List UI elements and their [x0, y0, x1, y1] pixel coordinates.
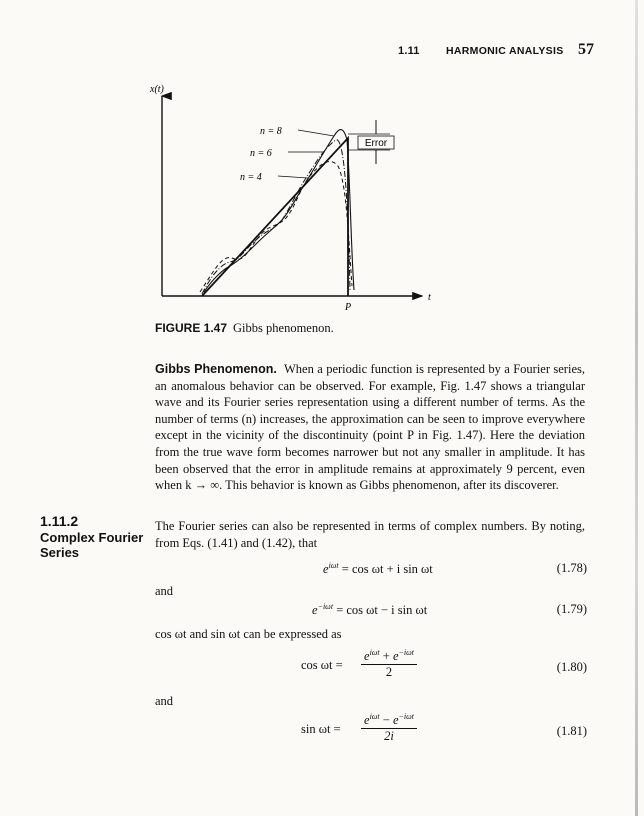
eq178-lhs: e — [323, 562, 329, 577]
eq180-lhs: cos ωt = — [301, 658, 343, 672]
eq178-sup: iωt — [328, 561, 339, 570]
figure-svg — [140, 78, 470, 318]
eq179-lhs: e — [312, 603, 318, 618]
caption-text: Gibbs phenomenon. — [233, 321, 334, 335]
eq181-number: (1.81) — [556, 724, 587, 738]
eq180-number: (1.80) — [556, 660, 587, 674]
eq181-fraction — [361, 712, 417, 744]
eq180-num-a-sup: iωt — [369, 648, 380, 657]
eq180-num-b-sup: −iωt — [398, 648, 415, 657]
eq181-num-b: e — [392, 713, 399, 728]
eq180-numerator — [361, 648, 417, 665]
eq181-num-a: e — [364, 713, 370, 728]
eq179-rhs: = cos ωt − i sin ωt — [336, 603, 428, 618]
equation-1-80 — [155, 648, 587, 688]
page-number: 57 — [578, 41, 594, 58]
eq181-num-b-sup: −iωt — [398, 712, 415, 721]
eq181-num-a-sup: iωt — [369, 712, 380, 721]
eq180-num-b: e — [392, 649, 399, 664]
gibbs-heading: Gibbs Phenomenon. — [155, 362, 277, 376]
and-2: and — [155, 694, 174, 708]
eq180-denominator: 2 — [385, 665, 393, 680]
section-heading — [40, 514, 152, 560]
leader-n8 — [298, 130, 334, 136]
y-axis-label: x(t) — [150, 84, 164, 95]
error-label: Error — [364, 138, 388, 149]
expressed-line: cos ωt and sin ωt can be expressed as — [155, 627, 342, 641]
header-section-number: 1.11 — [398, 45, 420, 57]
gibbs-body: When a periodic function is represented by a Fourier series, an anomalous behavior can be observed. For example, Fig. 1.47 shows a triangular wave and its Fourier series representation using a different number of terms. As the number of terms (n) increases, the approximation can be seen to improve everywhere except in the vicinity of the discontinuity (point P in Fig. 1.47). Here the deviation from the true wave form becomes narrower but not any smaller in amplitude. It has been observed that the error in amplitude remains at approximately 9 percent, even when k → ∞. This behavior is known as Gibbs phenomenon, after its discoverer. — [155, 362, 585, 493]
eq178-expr — [323, 561, 433, 577]
eq180-num-a: e — [364, 649, 370, 664]
equation-1-79 — [155, 602, 587, 624]
header-title: HARMONIC ANALYSIS — [446, 45, 564, 57]
eq179-sup: −iωt — [317, 602, 334, 611]
eq181-numerator — [361, 712, 417, 729]
eq181-op: − — [382, 713, 390, 728]
section-intro: The Fourier series can also be represented in terms of complex numbers. By noting, from Eqs. (1.41) and (1.42), that — [155, 519, 585, 550]
eq180-fraction — [361, 648, 417, 680]
eq180-op: + — [382, 649, 390, 664]
equation-1-81 — [155, 712, 587, 752]
figure-gibbs — [140, 78, 470, 318]
curve-n8 — [204, 130, 354, 292]
section-title-line1: Complex Fourier — [40, 530, 144, 545]
period-label: P — [345, 302, 352, 313]
caption-label: FIGURE 1.47 — [155, 321, 228, 335]
and-1: and — [155, 584, 174, 598]
curve-label-n8: n = 8 — [260, 126, 282, 137]
curve-label-n6: n = 6 — [250, 148, 272, 159]
running-header — [398, 41, 598, 61]
leader-n4 — [278, 176, 308, 178]
equation-1-78 — [155, 561, 587, 583]
section-title-line2: Series — [40, 545, 80, 560]
curve-label-n4: n = 4 — [240, 172, 262, 183]
eq181-denominator: 2i — [384, 729, 394, 744]
eq181-lhs: sin ωt = — [301, 722, 341, 736]
gibbs-paragraph — [155, 361, 585, 494]
scan-edge — [635, 0, 638, 816]
section-number: 1.11.2 — [40, 513, 79, 529]
eq178-number: (1.78) — [556, 561, 587, 575]
figure-caption — [155, 321, 334, 336]
eq178-rhs: = cos ωt + i sin ωt — [341, 562, 433, 577]
x-axis-label: t — [428, 292, 431, 303]
eq179-number: (1.79) — [556, 602, 587, 616]
eq179-expr — [312, 602, 427, 618]
